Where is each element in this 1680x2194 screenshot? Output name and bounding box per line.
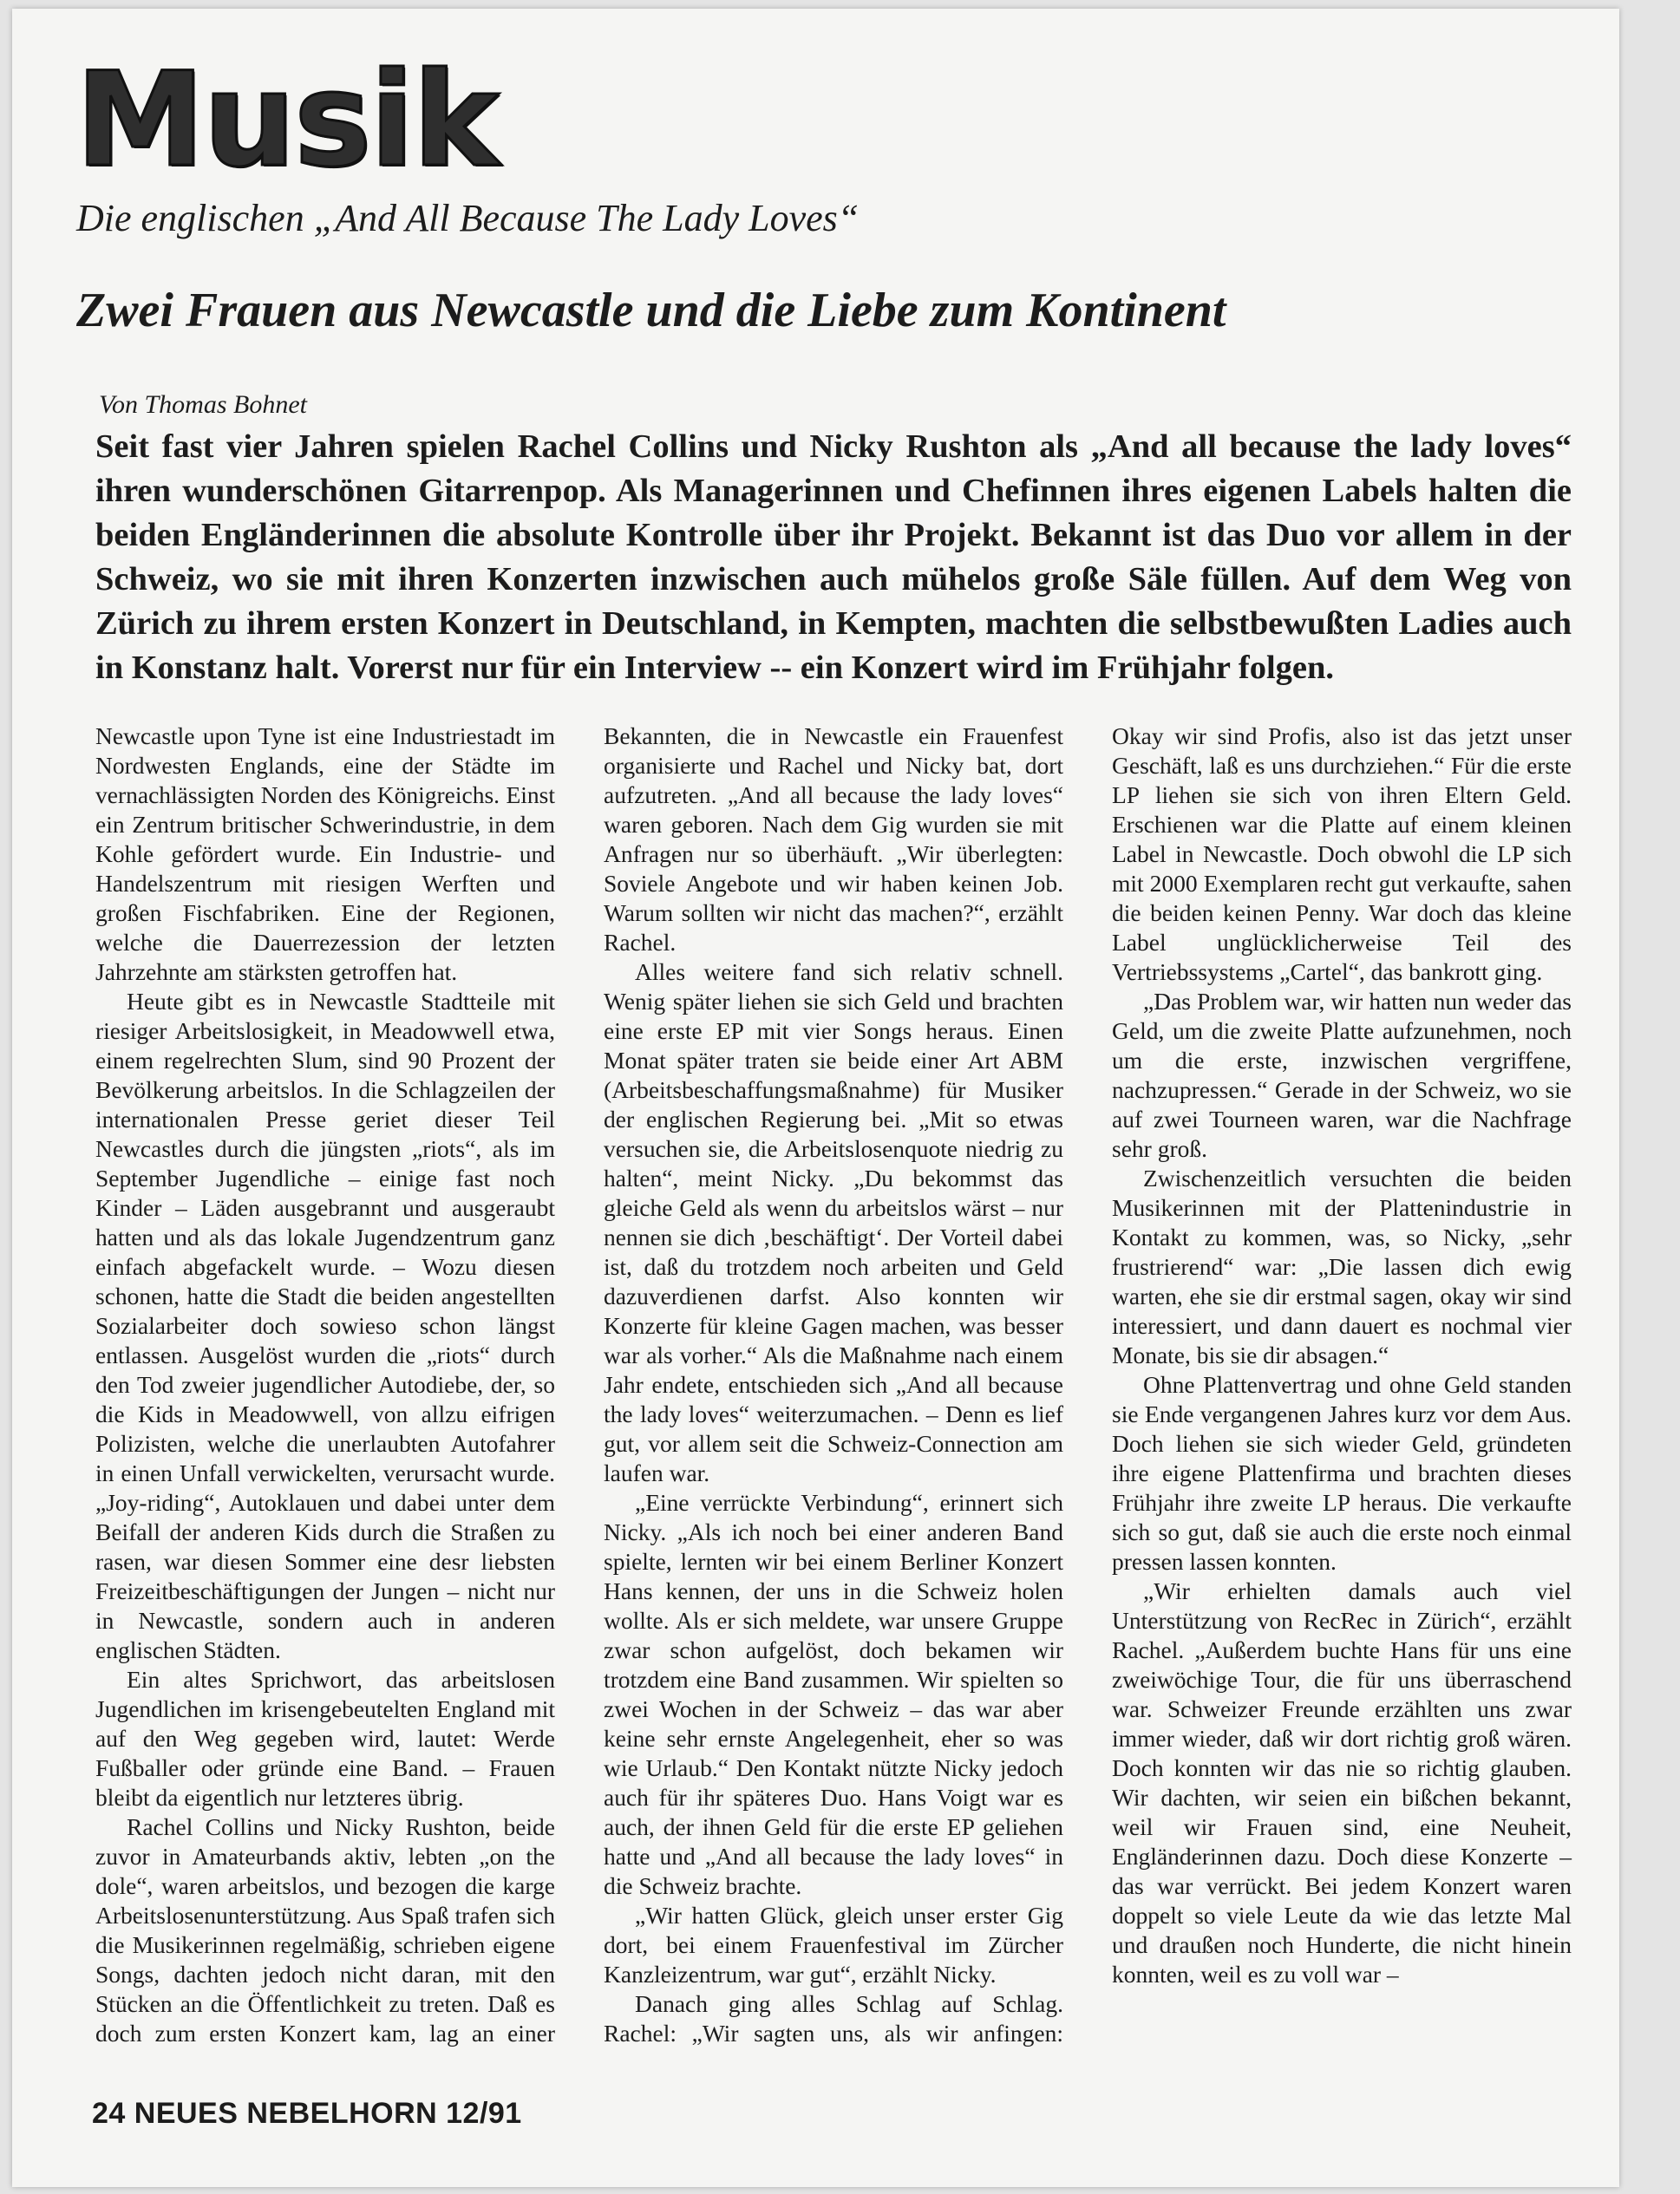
article-body [95, 722, 1572, 2057]
body-paragraph: „Wir hatten Glück, gleich unser erster Gig dort, bei einem Frauenfestival im Zürcher Kanzleizentrum, war gut“, erzählt Nicky. [604, 1902, 1063, 1988]
kicker: Die englischen „And All Because The Lady Loves“ [76, 197, 860, 239]
body-paragraph: „Wir erhielten damals auch viel Unterstützung von RecRec in Zürich“, erzählt Rachel. „Außerdem buchte Hans für uns eine zweiwöchige Tour, die für uns überraschend war. Schweizer Freunde erzählten uns zwar immer wieder, daß wir dort richtig groß wären. Doch konnten wir das nie so richtig glauben. Wir dachten, wir seien ein bißchen bekannt, weil wir Frauen sind, eine Neuheit, Engländerinnen dazu. Doch diese Konzerte – das war verrückt. Bei jedem Konzert waren doppelt so viele Leute da wie das letzte Mal und draußen noch Hunderte, die nicht hinein konnten, weil es zu voll war – [1112, 1577, 1572, 1988]
body-paragraph: „Eine verrückte Verbindung“, erinnert sich Nicky. „Als ich noch bei einer anderen Band spielte, lernten wir bei einem Berliner Konzert Hans kennen, der uns in die Schweiz holen wollte. Als er sich meldete, war unsere Gruppe zwar schon aufgelöst, doch bekamen wir trotzdem eine Band zusammen. Wir spielten so zwei Wochen in der Schweiz – das war aber keine sehr ernste Angelegenheit, eher so was wie Urlaub.“ Den Kontakt nützte Nicky jedoch auch für ihr späteres Duo. Hans Voigt war es auch, der ihnen Geld für die erste EP geliehen hatte und „And all because the lady loves“ in die Schweiz brachte. [604, 1489, 1063, 1899]
body-paragraph: „Das Problem war, wir hatten nun weder das Geld, um die zweite Platte aufzunehmen, noch um die erste, inzwischen vergriffene, nachzupressen.“ Gerade in der Schweiz, wo sie auf zwei Tourneen waren, war die Nachfrage sehr groß. [1112, 988, 1572, 1162]
headline: Zwei Frauen aus Newcastle und die Liebe zum Kontinent [76, 284, 1226, 337]
body-paragraph: Zwischenzeitlich versuchten die beiden Musikerinnen mit der Plattenindustrie in Kontakt zu kommen, was, so Nicky, „sehr frustrierend“ war: „Die lassen dich ewig warten, ehe sie dir erstmal sagen, okay wir sind interessiert, und dann dauert es nochmal vier Monate, bis sie dir absagen.“ [1112, 1165, 1572, 1368]
body-paragraph: Rachel Collins und Nicky Rushton, beide zuvor in Amateurbands aktiv, lebten „on the dole“, waren arbeitslos, und bezogen die karge Arbeitslosenunterstützung. Aus Spaß trafen sich die Musikerinnen regelmäßig, schrieben eigene Songs, dachten jedoch nicht daran, mit den Stücken an die Öffentlichkeit zu treten. Daß es doch zum ersten Konzert kam, lag an einer Bekannten, die in Newcastle ein Frauenfest organisierte und Rachel und Nicky bat, dort aufzutreten. „And all because the lady loves“ waren geboren. Nach dem Gig wurden sie mit Anfragen nur so überhäuft. „Wir überlegten: Soviele Angebote und wir haben keinen Job. Warum sollten wir nicht das machen?“, erzählt Rachel. [95, 722, 1063, 2047]
body-paragraph: Danach ging alles Schlag auf Schlag. Rachel: „Wir sagten uns, als wir anfingen: Okay wir sind Profis, also ist das jetzt unser Geschäft, laß es uns durchziehen.“ Für die erste LP liehen sie sich von ihren Eltern Geld. Erschienen war die Platte auf einem kleinen Label in Newcastle. Doch obwohl die LP sich mit 2000 Exemplaren recht gut verkaufte, sahen die beiden keinen Penny. War doch das kleine Label unglücklicherweise Teil des Vertriebssystems „Cartel“, das bankrott ging. [604, 722, 1572, 2047]
section-title: Musik [75, 45, 498, 196]
lead-paragraph: Seit fast vier Jahren spielen Rachel Collins und Nicky Rushton als „And all because the lady loves“ ihren wunderschönen Gitarrenpop. Als Managerinnen und Chefinnen ihres eigenen Labels halten die beiden Engländerinnen die absolute Kontrolle über ihr Projekt. Bekannt ist das Duo vor allem in der Schweiz, wo sie mit ihren Konzerten inzwischen auch mühelos große Säle füllen. Auf dem Weg von Zürich zu ihrem ersten Konzert in Deutschland, in Kempten, machten die selbstbewußten Ladies auch in Konstanz halt. Vorerst nur für ein Interview -- ein Konzert wird im Frühjahr folgen. [95, 428, 1572, 686]
body-paragraph: Heute gibt es in Newcastle Stadtteile mit riesiger Arbeitslosigkeit, in Meadowwell etwa, einem regelrechten Slum, sind 90 Prozent der Bevölkerung arbeitslos. In die Schlagzeilen der internationalen Presse geriet dieser Teil Newcastles durch die jüngsten „riots“, als im September Jugendliche – einige fast noch Kinder – Läden ausgebrannt und ausgeraubt hatten und als das lokale Jugendzentrum ganz einfach abgefackelt wurde. – Wozu diesen schonen, hatte die Stadt die beiden angestellten Sozialarbeiter doch sowieso schon längst entlassen. Ausgelöst wurden die „riots“ durch den Tod zweier jugendlicher Autodiebe, der, so die Kids in Meadowwell, von allzu eifrigen Polizisten, welche die unerlaubten Autofahrer in einen Unfall verwickelten, verursacht wurde. „Joy-riding“, Autoklauen und dabei unter dem Beifall der anderen Kids durch die Straßen zu rasen, war diesen Sommer eine desr liebsten Freizeitbeschäftigungen der Jungen – nicht nur in Newcastle, sondern auch in anderen englischen Städten. [95, 988, 555, 1663]
body-paragraph: Ein altes Sprichwort, das arbeitslosen Jugendlichen im krisengebeutelten England mit auf den Weg gegeben wird, lautet: Werde Fußballer oder gründe eine Band. – Frauen bleibt da eigentlich nur letzteres übrig. [95, 1666, 555, 1811]
body-paragraph: Newcastle upon Tyne ist eine Industriestadt im Nordwesten Englands, eine der Städte im vernachlässigten Norden des Königreichs. Einst ein Zentrum britischer Schwerindustrie, in dem Kohle gefördert wurde. Ein Industrie- und Handelszentrum mit riesigen Werften und großen Fischfabriken. Eine der Regionen, welche die Dauerrezession der letzten Jahrzehnte am stärksten getroffen hat. [95, 722, 555, 985]
body-paragraph: Alles weitere fand sich relativ schnell. Wenig später liehen sie sich Geld und brachten eine erste EP mit vier Songs heraus. Einen Monat später traten sie beide einer Art ABM (Arbeitsbeschaffungsmaßnahme) für Musiker der englischen Regierung bei. „Mit so etwas versuchen sie, die Arbeitslosenquote niedrig zu halten“, meint Nicky. „Du bekommst das gleiche Geld als wenn du arbeitslos wärst – nur nennen sie dich ‚beschäftigt‘. Der Vorteil dabei ist, daß du trotzdem noch arbeiten und Geld dazuverdienen darfst. Also konnten wir Konzerte für kleine Gagen machen, was besser war als vorher.“ Als die Maßnahme nach einem Jahr endete, entschieden sich „And all because the lady loves“ weiterzumachen. – Denn es lief gut, vor allem seit die Schweiz-Connection am laufen war. [604, 958, 1063, 1486]
body-paragraph: Ohne Plattenvertrag und ohne Geld standen sie Ende vergangenen Jahres kurz vor dem Aus. Doch liehen sie sich wieder Geld, gründeten ihre eigene Plattenfirma und brachten dieses Frühjahr ihre zweite LP heraus. Die verkaufte sich so gut, daß sie auch die erste noch einmal pressen lassen konnten. [1112, 1371, 1572, 1575]
magazine-page [12, 9, 1619, 2187]
byline: Von Thomas Bohnet [99, 390, 307, 419]
page-footer: 24 NEUES NEBELHORN 12/91 [92, 2097, 522, 2130]
